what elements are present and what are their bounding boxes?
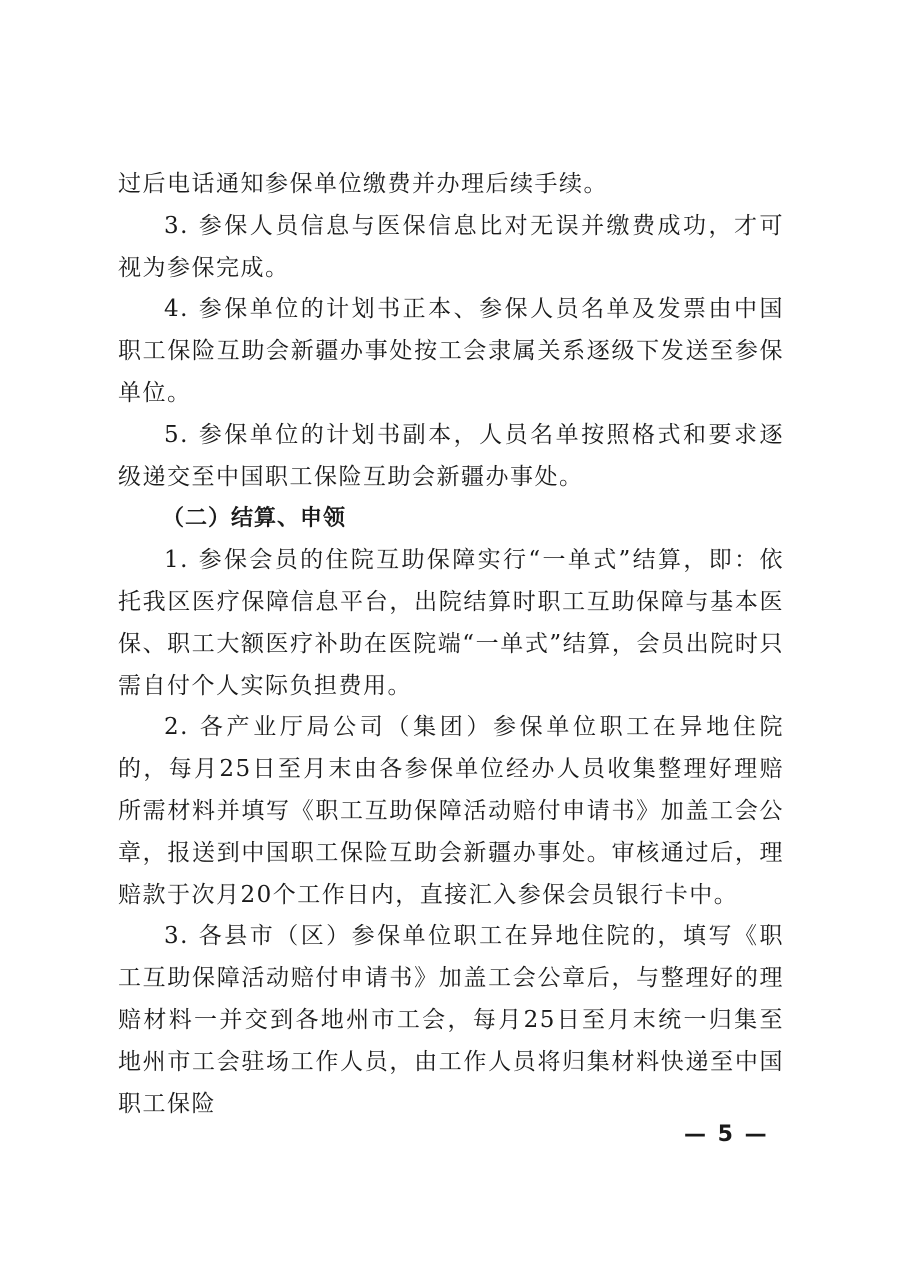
paragraph-item-5: 5. 参保单位的计划书副本，人员名单按照格式和要求逐级递交至中国职工保险互助会新疆办事处。 (118, 421, 784, 490)
paragraph-settle-1: 1. 参保会员的住院互助保障实行“一单式”结算，即：依托我区医疗保障信息平台，出院结算时职工互助保障与基本医保、职工大额医疗补助在医院端“一单式”结算，会员出院时只需自付个人实际负担费用。 (118, 547, 784, 699)
paragraph-item-3: 3. 参保人员信息与医保信息比对无误并缴费成功，才可视为参保完成。 (118, 212, 784, 281)
paragraph-settle-2: 2. 各产业厅局公司（集团）参保单位职工在异地住院的，每月25日至月末由各参保单位经办人员收集整理好理赔所需材料并填写《职工互助保障活动赔付申请书》加盖工会公章，报送到中国职工保险互助会新疆办事处。审核通过后，理赔款于次月20个工作日内，直接汇入参保会员银行卡中。 (118, 714, 784, 908)
section-heading: （二）结算、申领 (162, 506, 347, 532)
paragraph-continuation: 过后电话通知参保单位缴费并办理后续手续。 (118, 171, 608, 197)
paragraph-settle-3: 3. 各县市（区）参保单位职工在异地住院的，填写《职工互助保障活动赔付申请书》加盖工会公章后，与整理好的理赔材料一并交到各地州市工会，每月25日至月末统一归集至地州市工会驻场工作人员，由工作人员将归集材料快递至中国职工保险 (118, 923, 784, 1117)
page-number: — 5 — (684, 1122, 769, 1147)
document-body (118, 164, 784, 1125)
paragraph-item-4: 4. 参保单位的计划书正本、参保人员名单及发票由中国职工保险互助会新疆办事处按工会隶属关系逐级下发送至参保单位。 (118, 296, 784, 406)
